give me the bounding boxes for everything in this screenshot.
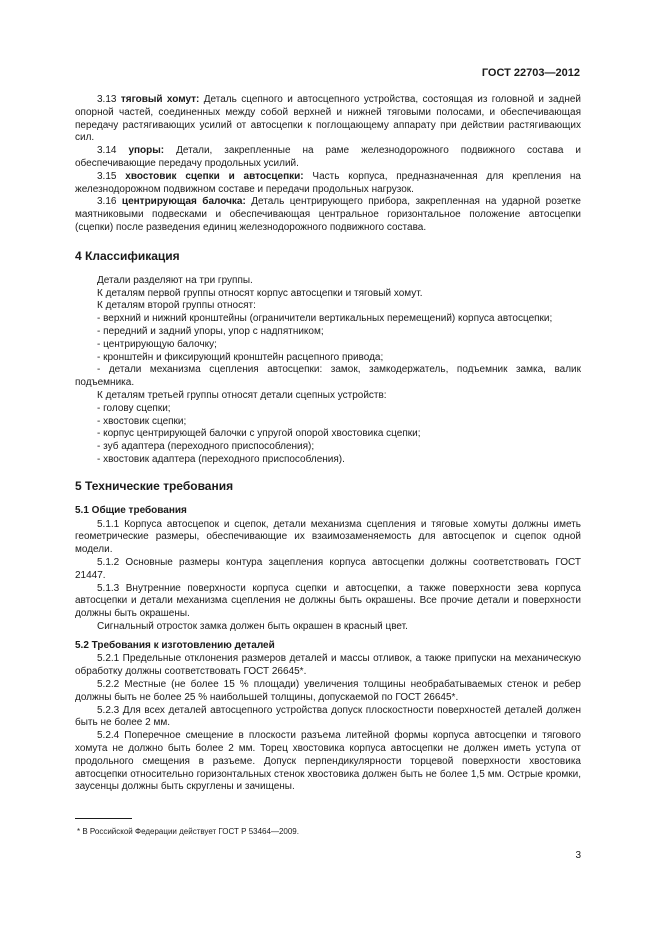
definition-number: 3.14 xyxy=(97,145,117,157)
classification-list-item: - детали механизма сцепления автосцепки: замок, замкодержатель, подъемник замка, валик подъемника. xyxy=(75,364,581,389)
requirement-paragraph: 5.1.3 Внутренние поверхности корпуса сцепки и автосцепки, а также поверхности зева корпуса автосцепки и детали механизма сцепления не должны быть окрашены. Все прочие детали и поверхности должны быть окрашены. xyxy=(75,582,581,620)
requirement-paragraph: 5.2.3 Для всех деталей автосцепного устройства допуск плоскостности поверхностей деталей должен быть не более 2 мм. xyxy=(75,704,581,729)
section-5-heading: 5 Технические требования xyxy=(75,478,234,493)
definition-number: 3.15 xyxy=(97,170,117,182)
requirement-paragraph: 5.2.2 Местные (не более 15 % площади) увеличения толщины необрабатываемых стенок и ребер должны быть не более 25 % наибольшей толщины, допускаемой по ГОСТ 26645*. xyxy=(75,679,581,703)
classification-list-item: - голову сцепки; xyxy=(97,402,171,414)
subsection-5-1-heading: 5.1 Общие требования xyxy=(75,504,187,516)
definition-term: центрирующая балочка: xyxy=(121,196,246,208)
requirement-paragraph: Сигнальный отросток замка должен быть окрашен в красный цвет. xyxy=(97,620,408,632)
definition-number: 3.13 xyxy=(97,94,117,105)
classification-list-item: - хвостовик сцепки; xyxy=(97,415,187,427)
main-content xyxy=(75,94,581,794)
classification-list-item: - передний и задний упоры, упор с надпятником; xyxy=(97,325,324,337)
classification-line: К деталям второй группы относят: xyxy=(97,300,256,312)
definition-text: Детали, закрепленные на раме железнодорожного подвижного состава и обеспечивающие передачу продольных усилий. xyxy=(75,145,581,169)
section-4-heading: 4 Классификация xyxy=(75,248,180,263)
definition-number: 3.16 xyxy=(97,196,117,208)
definition-text: Часть корпуса, предназначенная для крепления на железнодорожном подвижном составе и передачи продольных нагрузок. xyxy=(75,170,581,195)
definition-3-13 xyxy=(75,94,581,145)
classification-list-item: - центрирующую балочку; xyxy=(97,338,217,350)
definition-3-16 xyxy=(75,196,581,234)
requirement-paragraph: 5.2.1 Предельные отклонения размеров деталей и массы отливок, а также припуски на механическую обработку должны соответствовать ГОСТ 26645*. xyxy=(75,653,581,678)
classification-list-item: - корпус центрирующей балочки с упругой опорой хвостовика сцепки; xyxy=(97,428,421,440)
footnote-divider xyxy=(75,818,132,819)
classification-list-item: - хвостовик адаптера (переходного приспособления). xyxy=(97,453,345,465)
definition-3-15 xyxy=(75,171,581,197)
classification-list-item: - кронштейн и фиксирующий кронштейн расцепного привода; xyxy=(97,351,384,363)
definition-text: Деталь сцепного и автосцепного устройства, состоящая из головной и задней опорной частей, соединенных между собой верхней и нижней тяговыми полосами, и обеспечивающая передачу растягивающих усилий от автосцепки к поглощающему аппарату при действии растягивающих сил. xyxy=(75,94,582,144)
definition-term: хвостовик сцепки и автосцепки: xyxy=(125,170,304,182)
classification-list-item: - зуб адаптера (переходного приспособления); xyxy=(97,441,315,453)
requirement-paragraph: 5.1.2 Основные размеры контура зацепления корпуса автосцепки должны соответствовать ГОСТ 21447. xyxy=(75,556,581,581)
classification-line: Детали разделяют на три группы. xyxy=(97,274,253,286)
definition-term: тяговый хомут: xyxy=(120,94,200,105)
classification-list-item: - верхний и нижний кронштейны (ограничители вертикальных перемещений) корпуса автосцепки; xyxy=(97,313,553,325)
document-id: ГОСТ 22703—2012 xyxy=(481,67,580,79)
footnote: * В Российской Федерации действует ГОСТ Р 53464—2009. xyxy=(77,827,299,836)
classification-line: К деталям первой группы относят корпус автосцепки и тяговый хомут. xyxy=(97,287,423,299)
definition-3-14 xyxy=(75,145,581,171)
classification-line: К деталям третьей группы относят детали сцепных устройств: xyxy=(97,389,387,401)
requirement-paragraph: 5.1.1 Корпуса автосцепок и сцепок, детали механизма сцепления и тяговые хомуты должны иметь геометрические размеры, обеспечивающие их взаимозаменяемость для автосцепок и сцепок одной модели. xyxy=(75,518,581,556)
subsection-5-2-heading: 5.2 Требования к изготовлению деталей xyxy=(75,639,275,651)
page-number: 3 xyxy=(575,850,581,861)
definition-text: Деталь центрирующего прибора, закрепленная на ударной розетке маятниковыми подвесками и обеспечивающая центральное горизонтальное положение автосцепки (сцепки) после разведения единиц железнодорожного подвижного состава. xyxy=(75,196,581,233)
requirement-paragraph: 5.2.4 Поперечное смещение в плоскости разъема литейной формы корпуса автосцепки и тягового хомута не должно быть более 2 мм. Торец хвостовика корпуса автосцепки не должен иметь уступа от продольного смещения в разъеме. Допуск перпендикулярности торцевой поверхности хвостовика автосцепки относительно горизонтальных стенок хвостовика должен быть не более 1,5 мм. Острые кромки, заусенцы должны быть скруглены и зачищены. xyxy=(75,730,581,793)
definition-term: упоры: xyxy=(128,145,165,157)
